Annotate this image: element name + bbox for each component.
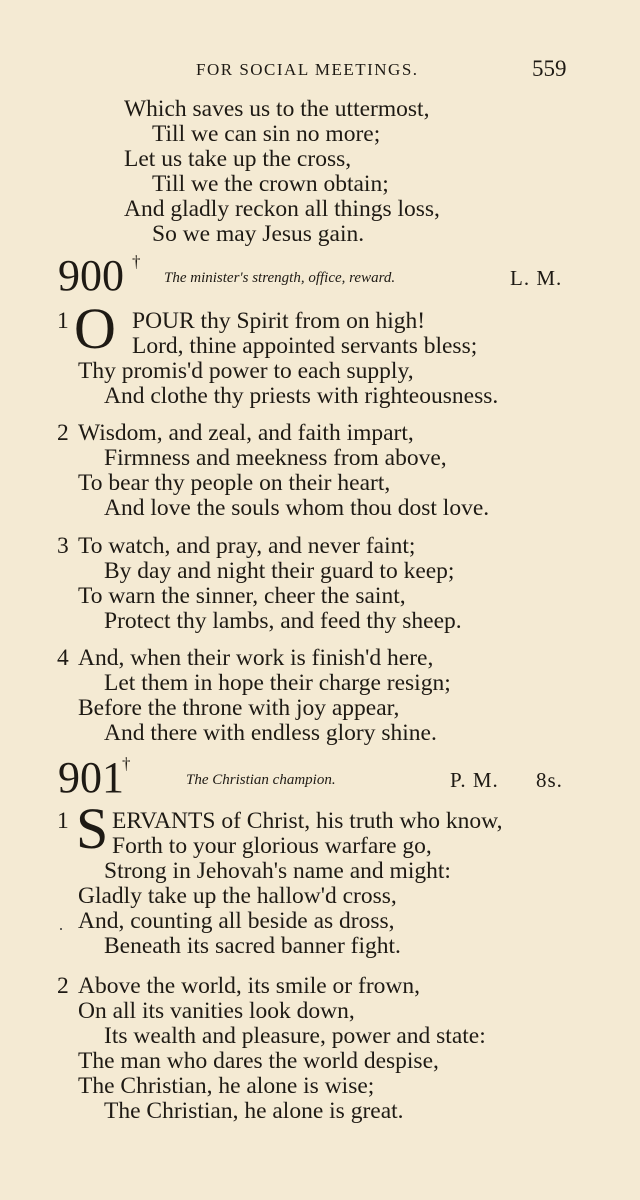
verse-line: To warn the sinner, cheer the saint, [78,583,406,609]
hymn-title: The Christian champion. [186,772,336,788]
verse-line: Forth to your glorious warfare go, [112,833,432,859]
verse-line: Wisdom, and zeal, and faith impart, [78,420,414,446]
verse-line: On all its vanities look down, [78,998,355,1024]
verse-line: And, when their work is finish'd here, [78,645,434,671]
verse-line: By day and night their guard to keep; [104,558,455,584]
verse-line: Lord, thine appointed servants bless; [132,333,478,359]
verse-line: Strong in Jehovah's name and might: [104,858,451,884]
stanza-number: 2 [57,420,69,446]
verse-line: Before the throne with joy appear, [78,695,400,721]
verse-line: The Christian, he alone is great. [104,1098,404,1124]
verse-line: Above the world, its smile or frown, [78,973,421,999]
page-number: 559 [532,56,567,81]
stanza-number: 2 [57,973,69,999]
verse-line: And gladly reckon all things loss, [124,196,440,222]
verse-line: And there with endless glory shine. [104,720,437,746]
verse-line: Gladly take up the hallow'd cross, [78,883,397,909]
hymn-meter-extra: 8s. [536,768,563,792]
verse-line: And love the souls whom thou dost love. [104,495,490,521]
hymn-900-header [58,251,578,300]
verse-line: Till we can sin no more; [152,121,381,147]
drop-cap: O [74,296,116,361]
stanza-number: 1 [57,308,69,334]
verse-line: The man who dares the world despise, [78,1048,439,1074]
verse-line: Which saves us to the uttermost, [124,96,430,122]
hymn-901-header [58,753,578,802]
stanza-number: 1 [57,808,69,834]
verse-line: Let them in hope their charge resign; [104,670,451,696]
verse-line: Thy promis'd power to each supply, [78,358,414,384]
verse-line: Its wealth and pleasure, power and state: [104,1023,486,1049]
stanza-number: 4 [57,645,69,671]
hymn-meter: L. M. [510,266,563,290]
verse-line: And, counting all beside as dross, [78,908,395,934]
verse-line: Protect thy lambs, and feed thy sheep. [104,608,462,634]
hymn-meter: P. M. [450,768,499,792]
dagger-mark: † [122,754,131,773]
verse-line: And clothe thy priests with righteousness. [104,383,499,409]
verse-line: Firmness and meekness from above, [104,445,447,471]
print-speck [60,928,62,930]
hymn-number: 901 [58,753,124,802]
verse-line: So we may Jesus gain. [152,221,365,247]
verse-line: The Christian, he alone is wise; [78,1073,375,1099]
verse-line: Beneath its sacred banner fight. [104,933,401,959]
verse-line: Let us take up the cross, [124,146,352,172]
verse-line: To watch, and pray, and never faint; [78,533,416,559]
hymn-number: 900 [58,251,124,300]
verse-line: To bear thy people on their heart, [78,470,391,496]
running-head: FOR SOCIAL MEETINGS. [196,60,419,79]
verse-line: Till we the crown obtain; [152,171,389,197]
verse-line: POUR thy Spirit from on high! [132,308,426,334]
drop-cap: S [76,796,109,861]
stanza-number: 3 [57,533,69,559]
dagger-mark: † [132,252,141,271]
verse-line: ERVANTS of Christ, his truth who know, [112,808,503,834]
hymn-title: The minister's strength, office, reward. [164,270,396,286]
